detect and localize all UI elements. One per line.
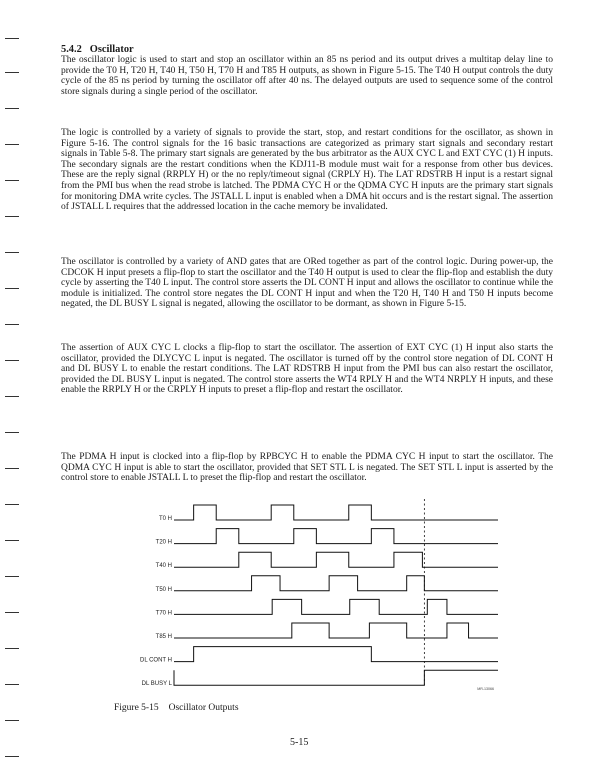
signal-waveform [174, 529, 498, 544]
binder-mark [5, 252, 19, 253]
binder-mark [5, 468, 19, 469]
binder-mark [5, 72, 19, 73]
signal-label: T85 H [155, 634, 172, 640]
binder-mark [5, 684, 19, 685]
binder-mark [5, 144, 19, 145]
figure-number: Figure 5-15 [114, 703, 159, 713]
signal-label: T70 H [155, 610, 172, 617]
paragraph-oscillator-logic: The oscillator logic is used to start and stop an oscillator within an 85 ns period and its output drives a multitap delay line to provide the T0 H, T20 H, T40 H, T50 H, T70 H and T85 H outputs, as shown in Figure 5-15. The T40 H output controls the duty cycle of the 85 ns period by turning the oscillator off after 40 ns. The delayed outputs are used to sequence some of the control store signals during a single period of the oscillator. [61, 55, 553, 97]
figure-title: Oscillator Outputs [168, 703, 239, 713]
binder-mark [5, 108, 19, 109]
signal-waveform [174, 599, 498, 614]
signal-label: T0 H [158, 516, 172, 522]
figure-caption [114, 703, 239, 713]
binder-mark [5, 324, 19, 325]
section-title: Oscillator [89, 44, 134, 55]
binder-mark [5, 180, 19, 181]
binder-mark [5, 360, 19, 361]
section-number: 5.4.2 [61, 44, 82, 55]
signal-label: DL CONT H [139, 657, 172, 664]
signal-waveform [174, 623, 498, 638]
signal-waveform [174, 552, 498, 567]
binder-mark [5, 504, 19, 505]
binder-mark [5, 396, 19, 397]
binder-mark [5, 288, 19, 289]
section-heading [61, 44, 134, 55]
signal-label: T40 H [155, 563, 172, 570]
binder-mark [5, 612, 19, 613]
drawing-number: MR-13066 [477, 687, 494, 691]
binder-mark [5, 720, 19, 721]
binder-mark [5, 756, 19, 757]
binder-mark [5, 216, 19, 217]
paragraph-and-gates: The oscillator is controlled by a variety of AND gates that are ORed together as part of the control logic. During power-up, the CDCOK H input presets a flip-flop to start the oscillator and the T40 H output is used to clear the flip-flop and establish the duty cycle by asserting the T40 L input. The control store asserts the DL CONT H input and allows the oscillator to continue while the module is initialized. The control store negates the DL CONT H input and when the T20 H, T40 H and T50 H inputs become negated, the DL BUSY L signal is negated, allowing the oscillator to be dormant, as shown in Figure 5-15. [61, 257, 553, 310]
page-number: 5-15 [290, 737, 309, 748]
signal-waveform [174, 505, 498, 520]
signal-waveform [174, 647, 498, 662]
signal-waveform [174, 576, 498, 591]
binder-mark [5, 648, 19, 649]
paragraph-aux-cyc: The assertion of AUX CYC L clocks a flip-flop to start the oscillator. The assertion of EXT CYC (1) H input also starts the oscillator, provided the DLYCYC L input is negated. The oscillator is turned off by the control store negation of DL CONT H and DL BUSY L to enable the restart conditions. The LAT RDSTRB H input from the PMI bus can also restart the oscillator, provided the DL BUSY L input is negated. The control store asserts the WT4 RPLY H and the WT4 NRPLY H inputs, and these enable the RRPLY H or the CRPLY H inputs to preset a flip-flop and restart the oscillator. [61, 343, 553, 396]
binder-hole-marks [0, 0, 24, 783]
signal-label: T50 H [155, 586, 172, 593]
binder-mark [5, 576, 19, 577]
signal-label: T20 H [155, 539, 172, 546]
binder-mark [5, 432, 19, 433]
signal-waveform [174, 670, 498, 685]
binder-mark [5, 540, 19, 541]
paragraph-pdma: The PDMA H input is clocked into a flip-flop by RPBCYC H to enable the PDMA CYC H input to start the oscillator. The QDMA CYC H input is able to start the oscillator, provided that SET STL L is negated. The SET STL L input is asserted by the control store to enable JSTALL L to preset the flip-flop and restart the oscillator. [61, 452, 553, 484]
binder-mark [5, 38, 19, 39]
paragraph-control-signals: The logic is controlled by a variety of signals to provide the start, stop, and restart conditions for the oscillator, as shown in Figure 5-16. The control signals for the 16 basic transactions are categorized as primary start signals and secondary restart signals in Table 5-8. The primary start signals are generated by the bus arbitrator as the AUX CYC L and EXT CYC (1) H inputs. The secondary signals are the restart conditions when the KDJ11-B module must wait for a response from other bus devices. These are the reply signal (RRPLY H) or the no reply/timeout signal (CRPLY H). The LAT RDSTRB H input is a restart signal from the PMI bus when the read strobe is latched. The PDMA CYC H or the QDMA CYC H inputs are the primary start signals for monitoring DMA write cycles. The JSTALL L input is enabled when a DMA hit occurs and is the restart signal. The assertion of JSTALL L requires that the addressed location in the cache memory be invalidated. [61, 128, 553, 213]
timing-diagram [100, 497, 500, 692]
signal-label: DL BUSY L [141, 681, 172, 688]
